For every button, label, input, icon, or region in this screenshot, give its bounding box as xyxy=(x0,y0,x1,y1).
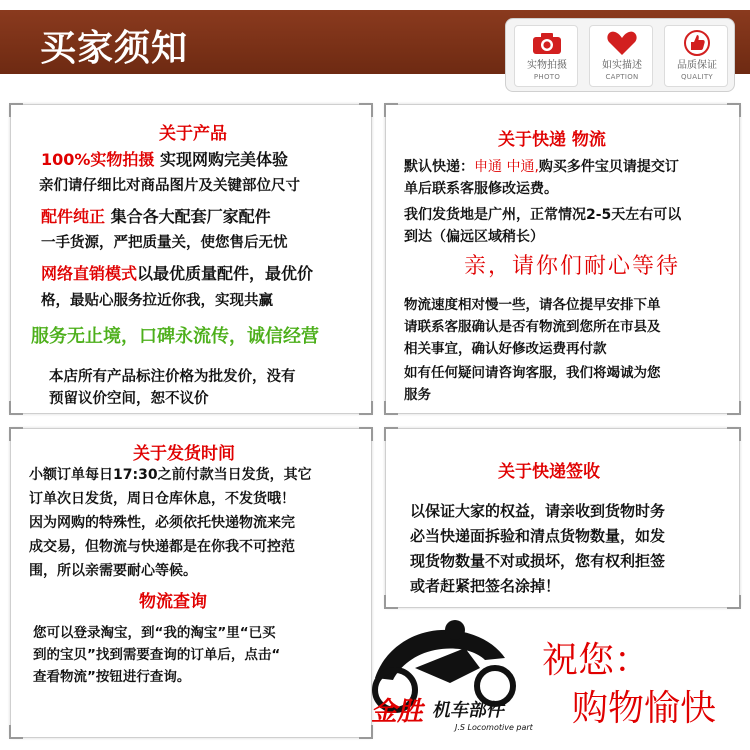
badge-caption xyxy=(589,25,653,87)
express-default-label: 默认快递： xyxy=(404,159,474,175)
express-couriers: 申通 中通, xyxy=(474,159,539,175)
product-note-1: 本店所有产品标注价格为批发价，没有 xyxy=(49,369,296,385)
signing-line-4: 或者赶紧把签名涂掉！ xyxy=(410,577,561,595)
product-title: 关于产品 xyxy=(159,124,227,144)
express-line-5: 物流速度相对慢一些，请各位提早安排下单 xyxy=(404,297,661,313)
tracking-title: 物流查询 xyxy=(139,592,207,612)
panel-express xyxy=(385,104,740,414)
shipping-line-5: 围，所以亲需要耐心等候。 xyxy=(29,563,197,579)
shipping-line-1: 小额订单每日17:30之前付款当日发货，其它 xyxy=(29,467,312,483)
shipping-line-3: 因为网购的特殊性，必须依托快递物流来完 xyxy=(29,515,295,531)
shipping-line-2: 订单次日发货，周日仓库休息，不发货哦！ xyxy=(29,491,295,507)
product-highlight-genuine: 配件纯正 xyxy=(41,207,106,226)
product-slogan: 服务无止境，口碑永流传，诚信经营 xyxy=(31,326,319,347)
panel-shipping xyxy=(10,428,372,738)
brand-logo xyxy=(355,608,545,738)
express-line-2: 单后联系客服修改运费。 xyxy=(404,181,558,197)
badge-caption-label: 如实描述 xyxy=(602,60,642,71)
closing-wish-1: 祝您： xyxy=(542,640,651,681)
tracking-line-2: 到的宝贝”找到需要查询的订单后，点击“ xyxy=(33,647,281,663)
panel-product xyxy=(10,104,372,414)
express-line-1 xyxy=(404,157,679,177)
product-note-2: 预留议价空间，恕不议价 xyxy=(49,391,209,407)
product-highlight-photo: 100%实物拍摄 xyxy=(41,150,155,169)
header xyxy=(0,0,750,101)
product-line-6: 格，最贴心服务拉近你我，实现共赢 xyxy=(41,293,273,309)
product-line-5-text: 以最优质量配件，最优价 xyxy=(137,264,314,283)
svg-text:金胜: 金胜 xyxy=(369,697,429,727)
signing-line-2: 必当快递面拆验和清点货物数量，如发 xyxy=(410,527,666,545)
closing-wish-2: 购物愉快 xyxy=(572,688,717,729)
tracking-line-3: 查看物流”按钮进行查询。 xyxy=(33,669,191,685)
signing-title: 关于快递签收 xyxy=(498,462,600,482)
product-line-1-text: 实现网购完美体验 xyxy=(154,150,289,169)
product-line-5 xyxy=(41,264,313,284)
svg-text:J.S Locomotive part: J.S Locomotive part xyxy=(455,723,533,732)
express-patience: 亲，请你们耐心等待 xyxy=(464,254,681,279)
shipping-title: 关于发货时间 xyxy=(133,444,235,464)
product-line-2: 亲们请仔细比对商品图片及关键部位尺寸 xyxy=(39,178,300,194)
express-title: 关于快递 物流 xyxy=(498,130,606,150)
express-line-6: 请联系客服确认是否有物流到您所在市县及 xyxy=(404,319,661,335)
logo-text xyxy=(370,696,534,732)
express-line-7: 相关事宜，确认好修改运费再付款 xyxy=(404,341,607,357)
panel-signing xyxy=(385,428,740,608)
product-line-3 xyxy=(41,207,271,227)
signing-line-1: 以保证大家的权益，请亲收到货物时务 xyxy=(410,502,666,520)
shipping-line-4: 成交易，但物流与快递都是在你我不可控范 xyxy=(29,539,295,555)
product-line-3-text: 集合各大配套厂家配件 xyxy=(105,207,271,226)
tracking-line-1: 您可以登录淘宝，到“我的淘宝”里“已买 xyxy=(33,625,276,641)
badge-photo-label: 实物拍摄 xyxy=(527,60,567,71)
express-line-1-rest: 购买多件宝贝请提交订 xyxy=(538,159,679,175)
express-line-4: 到达（偏远区域稍长） xyxy=(404,229,544,245)
signing-line-3: 现货物数量不对或损坏，您有权利拒签 xyxy=(410,552,666,570)
heart-icon xyxy=(606,30,638,56)
product-line-4: 一手货源，严把质量关，使您售后无忧 xyxy=(41,235,288,251)
svg-text:机车部件: 机车部件 xyxy=(430,700,508,721)
badge-quality-en: QUALITY xyxy=(680,73,714,81)
thumbs-up-icon xyxy=(681,30,713,56)
express-line-9: 服务 xyxy=(404,387,431,403)
product-line-1 xyxy=(41,150,288,170)
badge-quality xyxy=(664,25,728,87)
badge-quality-label: 品质保证 xyxy=(677,60,717,71)
camera-icon xyxy=(531,30,563,56)
page-title: 买家须知 xyxy=(40,28,189,69)
badge-photo xyxy=(514,25,578,87)
badge-group xyxy=(505,18,735,92)
badge-photo-en: PHOTO xyxy=(533,73,561,81)
express-line-3: 我们发货地是广州，正常情况2-5天左右可以 xyxy=(404,207,682,223)
product-highlight-direct: 网络直销模式 xyxy=(41,264,138,283)
badge-caption-en: CAPTION xyxy=(605,73,639,81)
express-line-8: 如有任何疑问请咨询客服，我们将竭诚为您 xyxy=(404,365,661,381)
